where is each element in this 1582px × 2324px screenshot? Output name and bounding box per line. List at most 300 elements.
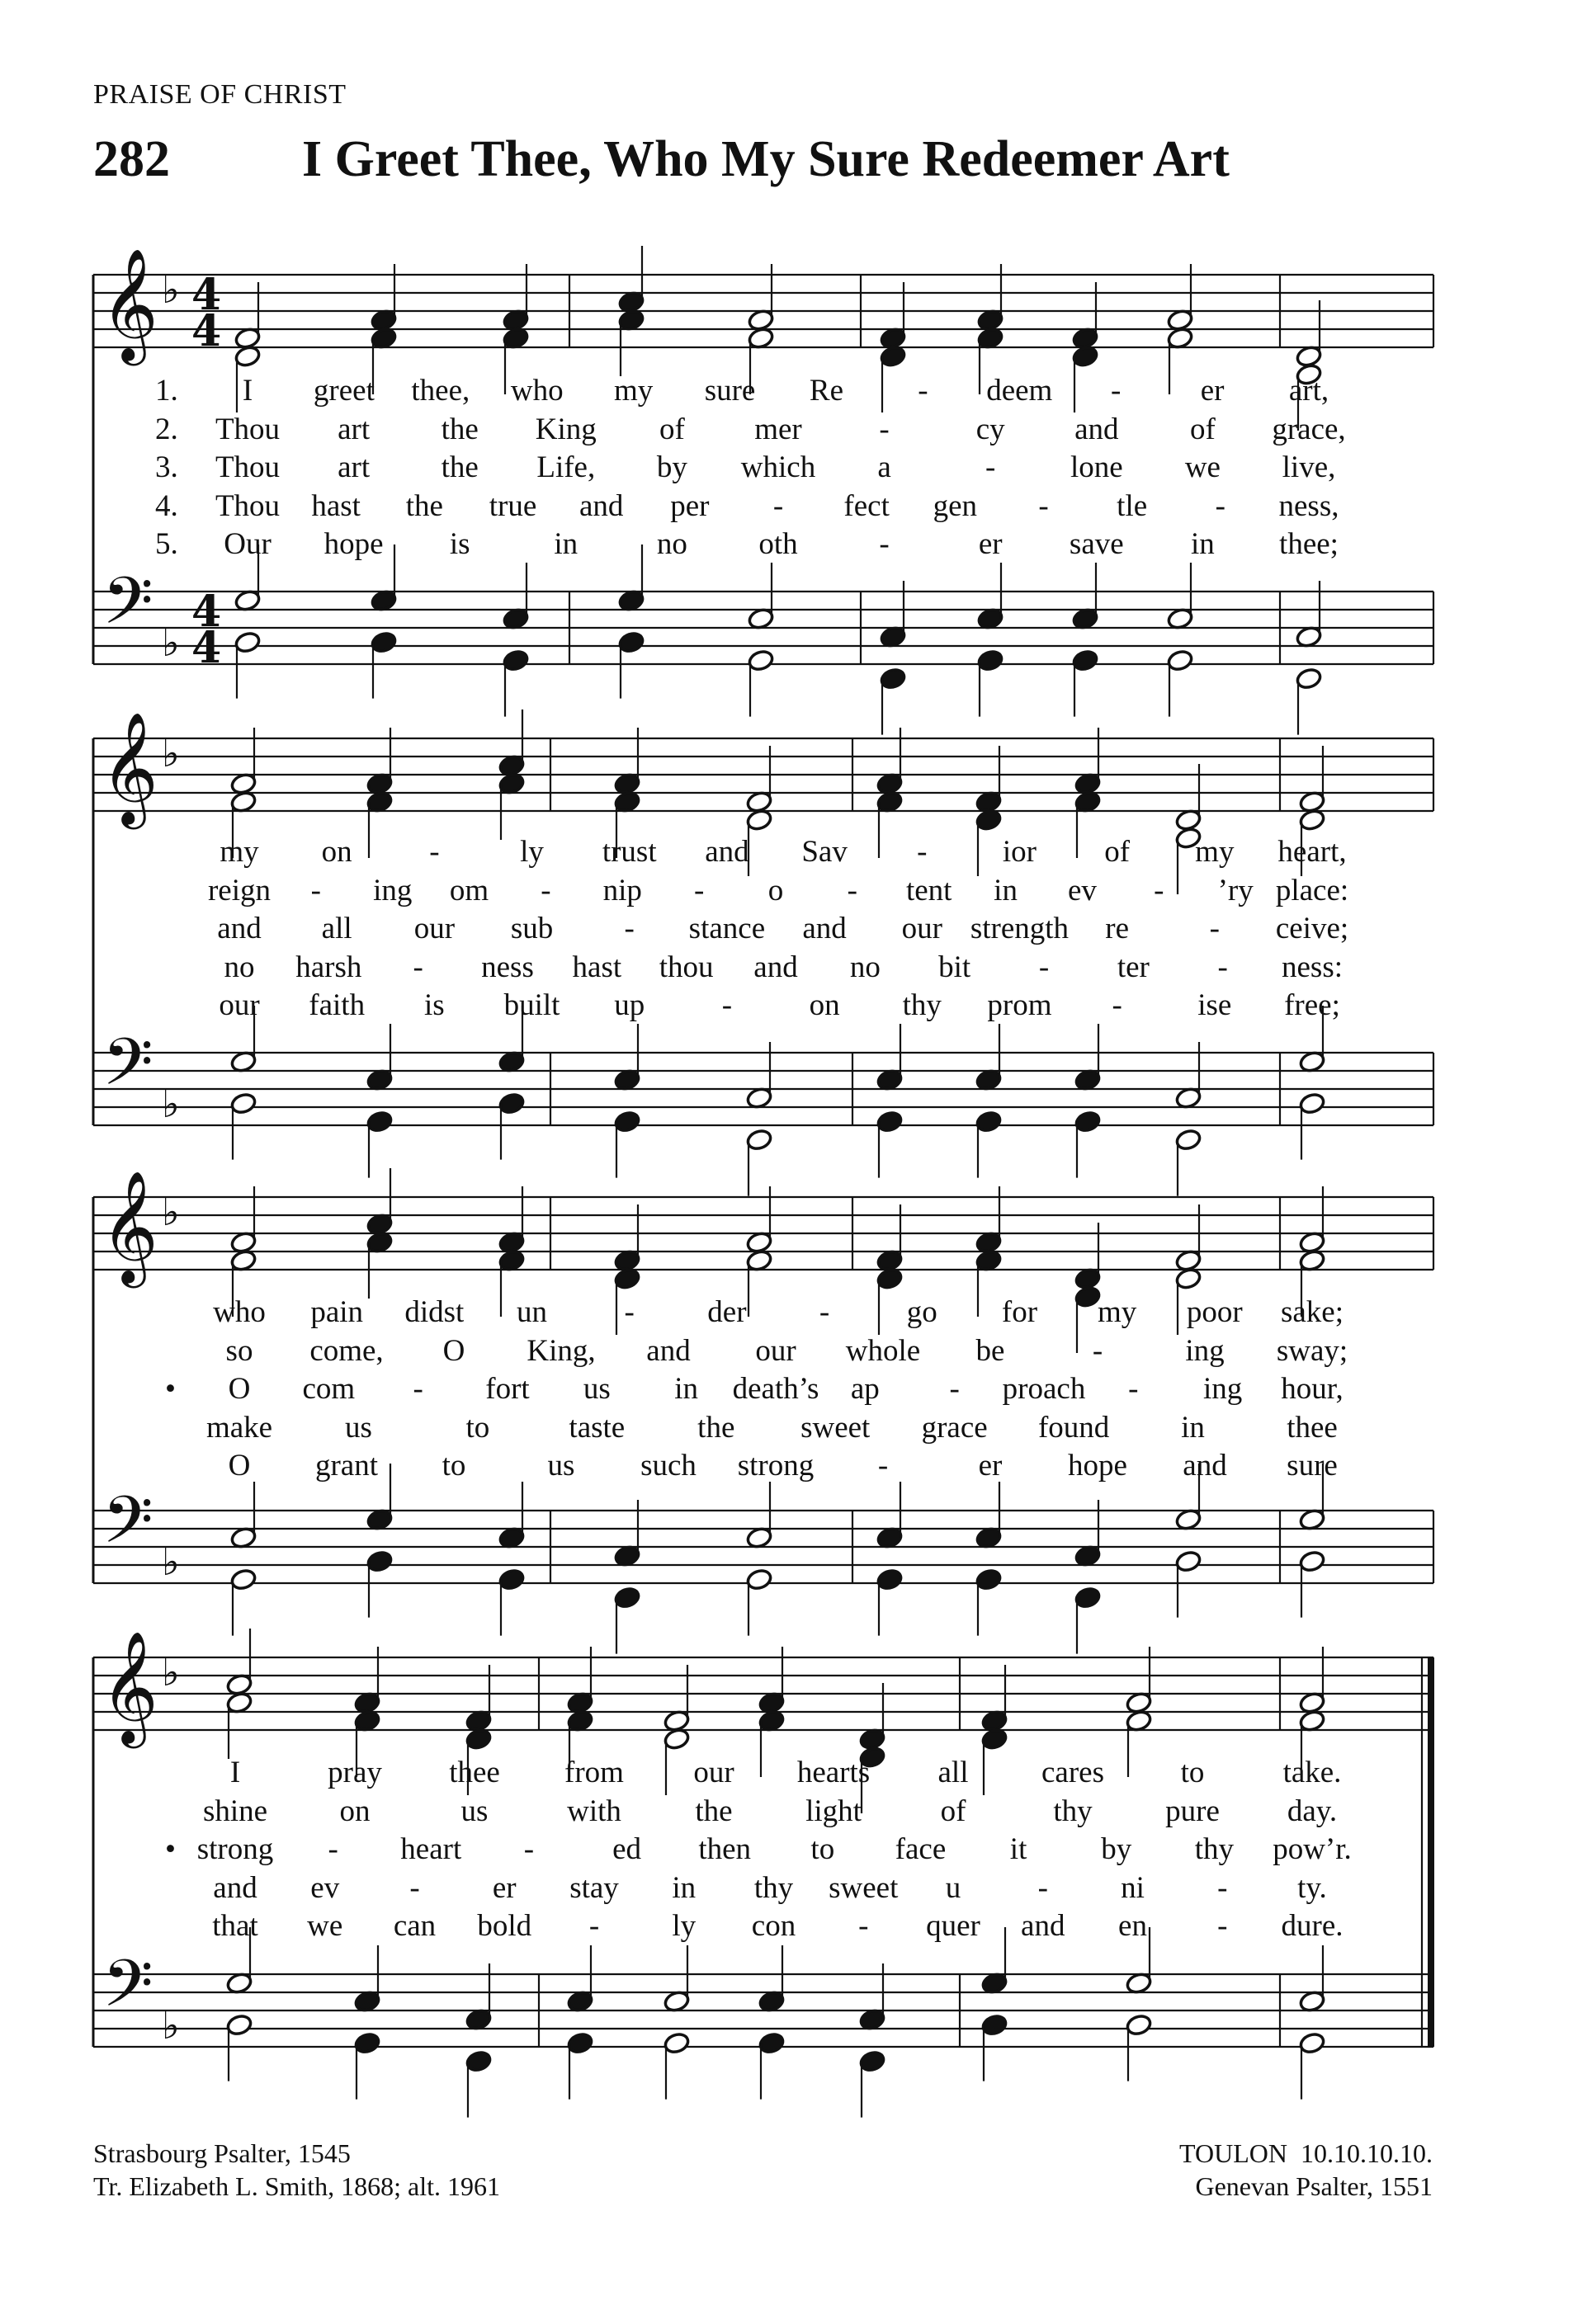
note-head [566, 2031, 593, 2054]
syllable-hyphen: - [624, 1295, 635, 1329]
lyric-syllable: my [220, 835, 259, 869]
lyric-syllable: and [578, 488, 624, 523]
lyric-syllable: the [405, 488, 443, 523]
lyric-syllable: day. [1287, 1794, 1338, 1828]
syllable-hyphen: - [588, 1909, 600, 1943]
lyric-syllable: art [338, 450, 371, 484]
lyric-syllable: reign [207, 873, 272, 907]
lyric-syllable: mer [754, 412, 802, 446]
lyric-syllable: it [1009, 1832, 1027, 1866]
lyric-syllable: then [698, 1832, 752, 1866]
lyric-syllable: taste [569, 1410, 626, 1445]
footer-right [1179, 2137, 1433, 2203]
note-head [1125, 2013, 1152, 2036]
lyric-syllable: ty. [1297, 1870, 1327, 1905]
note-head [366, 1110, 393, 1133]
lyric-syllable: per [670, 488, 710, 523]
lyric-syllable: thee [449, 1756, 500, 1789]
lyric-syllable: Thou [215, 488, 281, 523]
lyric-syllable: and [213, 1870, 257, 1905]
note-head [1298, 1549, 1325, 1572]
lyric-syllable: er [492, 1870, 517, 1905]
note-head [613, 1110, 640, 1133]
lyric-syllable: my [613, 374, 654, 408]
lyric-syllable: from [564, 1756, 624, 1789]
lyric-syllable: hast [311, 488, 361, 523]
lyric-syllable: the [441, 450, 479, 484]
lyric-syllable: a [877, 450, 891, 484]
lyric-syllable: u [945, 1870, 961, 1905]
lyric-syllable: thy [1053, 1794, 1093, 1828]
lyric-syllable: hearts [796, 1756, 871, 1789]
lyric-syllable: ni [1121, 1870, 1145, 1905]
lyric-syllable: sub [510, 912, 554, 945]
lyric-syllable: up [614, 988, 645, 1022]
note-head [370, 630, 397, 653]
lyric-syllable: strong [196, 1832, 274, 1866]
tune-meter: 10.10.10.10. [1301, 2138, 1433, 2168]
verse-dot-marker: • [165, 1372, 176, 1406]
lyric-syllable: poor [1186, 1295, 1243, 1329]
lyric-syllable: on [321, 835, 352, 869]
verse-dot-marker: • [165, 1832, 176, 1866]
lyric-syllable: sure [704, 374, 756, 408]
note-head [975, 1567, 1002, 1591]
lyric-syllable: cy [975, 412, 1005, 446]
tune-name: TOULON [1179, 2138, 1287, 2168]
lyric-syllable: quer [926, 1909, 980, 1943]
lyric-syllable: ly [672, 1909, 697, 1943]
syllable-hyphen: - [1038, 488, 1049, 523]
lyric-syllable: light [805, 1794, 862, 1828]
lyric-syllable: tle [1117, 488, 1148, 523]
treble-clef-icon: 𝄞 [101, 1169, 158, 1283]
lyric-syllable: to [465, 1410, 490, 1445]
lyric-syllable: our [413, 912, 456, 945]
lyric-syllable: Life, [536, 450, 596, 484]
lyric-syllable: heart, [1277, 835, 1347, 869]
lyric-syllable: hast [572, 950, 622, 984]
bass-clef-icon: 𝄢 [102, 1482, 153, 1574]
lyric-syllable: the [695, 1794, 733, 1828]
verse-number: 5. [155, 527, 178, 561]
lyric-syllable: in [674, 1372, 699, 1406]
treble-clef-icon: 𝄞 [101, 247, 158, 361]
syllable-hyphen: - [1209, 912, 1220, 945]
lyric-syllable: built [503, 988, 560, 1022]
lyric-syllable: death’s [732, 1372, 819, 1406]
lyric-syllable: grant [314, 1449, 379, 1483]
lyric-syllable: we [1184, 450, 1221, 484]
note-head [229, 1567, 257, 1591]
syllable-hyphen: - [858, 1909, 869, 1943]
note-head [617, 630, 645, 653]
lyric-syllable: of [1104, 835, 1131, 869]
lyric-syllable: er [978, 527, 1003, 561]
lyric-syllable: pow’r. [1273, 1832, 1352, 1866]
lyric-syllable: ness: [1282, 950, 1343, 984]
lyric-syllable: no [656, 527, 687, 561]
lyric-syllable: con [751, 1909, 796, 1943]
flat-key-icon: ♭ [162, 620, 180, 665]
note-head [1298, 2031, 1325, 2054]
lyric-syllable: that [212, 1909, 258, 1943]
text-source: Strasbourg Psalter, 1545 [93, 2138, 351, 2168]
lyric-syllable: for [1001, 1295, 1038, 1329]
lyric-syllable: ise [1197, 988, 1232, 1022]
lyric-syllable: and [753, 950, 798, 984]
lyric-syllable: our [693, 1756, 734, 1789]
lyric-syllable: ness, [1278, 488, 1339, 523]
lyric-syllable: en [1118, 1909, 1147, 1943]
lyric-syllable: by [656, 450, 687, 484]
lyric-syllable: grace [921, 1410, 988, 1445]
note-head [745, 1567, 772, 1591]
lyric-syllable: O [442, 1333, 465, 1368]
verse-number: 3. [155, 450, 178, 484]
treble-time-signature-lower: 4 [191, 306, 222, 356]
lyric-syllable: Thou [215, 450, 281, 484]
lyric-syllable: sweet [829, 1870, 899, 1905]
lyric-syllable: and [1183, 1449, 1227, 1483]
lyric-syllable: greet [313, 374, 375, 408]
note-head [980, 2013, 1008, 2036]
hymn-title: I Greet Thee, Who My Sure Redeemer Art [302, 131, 1230, 187]
lyric-syllable: come, [309, 1333, 384, 1368]
note-head [498, 1091, 525, 1115]
lyric-syllable: the [441, 412, 479, 446]
lyric-syllable: thy [1194, 1832, 1234, 1866]
syllable-hyphen: - [624, 912, 635, 945]
syllable-hyphen: - [877, 1449, 889, 1483]
verse-number: 1. [155, 374, 178, 408]
lyric-syllable: ing [1203, 1372, 1243, 1406]
lyric-syllable: faith [309, 988, 366, 1022]
verse-number: 4. [155, 488, 178, 523]
lyric-syllable: shine [202, 1794, 268, 1828]
lyric-syllable: heart [400, 1832, 462, 1866]
lyric-syllable: nip [602, 873, 642, 907]
flat-key-icon: ♭ [162, 1539, 180, 1584]
note-head [976, 648, 1004, 672]
lyric-syllable: and [217, 912, 262, 945]
syllable-hyphen: - [847, 873, 858, 907]
lyric-syllable: all [321, 912, 352, 945]
note-head [1074, 1586, 1101, 1609]
lyric-syllable: er [1200, 374, 1225, 408]
note-head [229, 1091, 257, 1115]
lyric-syllable: King [535, 412, 597, 446]
lyric-syllable: art [338, 412, 371, 446]
lyric-syllable: ing [373, 873, 413, 907]
syllable-hyphen: - [1111, 374, 1122, 408]
lyric-syllable: I [242, 374, 253, 408]
lyric-syllable: the [697, 1410, 735, 1445]
bass-time-signature-upper: 4 [191, 587, 222, 637]
note-head [234, 630, 261, 653]
lyric-syllable: ev [310, 1870, 340, 1905]
note-head [613, 1586, 640, 1609]
lyric-syllable: in [1181, 1410, 1205, 1445]
lyric-syllable: our [219, 988, 260, 1022]
lyric-syllable: be [975, 1333, 1005, 1368]
syllable-hyphen: - [879, 527, 890, 561]
translation-credit: Tr. Elizabeth L. Smith, 1868; alt. 1961 [93, 2171, 501, 2201]
lyric-syllable: take. [1282, 1756, 1342, 1789]
lyric-syllable: true [489, 488, 537, 523]
syllable-hyphen: - [1128, 1372, 1139, 1406]
note-head [1166, 648, 1193, 672]
lyric-syllable: art, [1288, 374, 1329, 408]
lyric-syllable: bold [477, 1909, 532, 1943]
note-head [353, 2031, 380, 2054]
bass-time-signature-lower: 4 [191, 623, 222, 673]
lyric-syllable: save [1069, 527, 1124, 561]
lyric-syllable: ness [481, 950, 534, 984]
note-head [745, 1128, 772, 1151]
treble-clef-icon: 𝄞 [101, 710, 158, 824]
lyric-syllable: strong [737, 1449, 815, 1483]
lyric-syllable: thou [659, 950, 714, 984]
lyric-syllable: which [740, 450, 816, 484]
syllable-hyphen: - [879, 412, 890, 446]
lyric-syllable: pray [328, 1756, 382, 1789]
lyric-syllable: all [937, 1756, 969, 1789]
syllable-hyphen: - [721, 988, 733, 1022]
note-head [876, 1567, 903, 1591]
lyric-syllable: and [705, 835, 749, 869]
lyric-syllable: our [901, 912, 942, 945]
tune-source: Genevan Psalter, 1551 [1195, 2171, 1433, 2201]
lyric-syllable: un [517, 1295, 548, 1329]
lyric-syllable: place: [1275, 873, 1349, 907]
lyric-syllable: go [906, 1295, 937, 1329]
syllable-hyphen: - [310, 873, 322, 907]
lyric-syllable: sake; [1280, 1295, 1344, 1329]
lyric-syllable: stay [569, 1870, 619, 1905]
lyric-syllable: can [393, 1909, 437, 1943]
note-head [225, 2013, 253, 2036]
lyric-syllable: us [344, 1410, 372, 1445]
lyric-syllable: ap [850, 1372, 880, 1406]
note-head [366, 1549, 393, 1572]
note-head [879, 667, 906, 690]
lyric-syllable: ceive; [1275, 912, 1349, 945]
lyric-syllable: didst [404, 1295, 465, 1329]
bass-clef-icon: 𝄢 [102, 563, 153, 655]
lyric-syllable: o [767, 873, 784, 907]
lyric-syllable: O [228, 1372, 251, 1406]
lyric-syllable: Re [809, 374, 844, 408]
syllable-hyphen: - [1154, 873, 1164, 907]
lyric-syllable: fect [843, 488, 890, 523]
bass-clef-icon: 𝄢 [102, 1024, 153, 1116]
lyric-syllable: grace, [1272, 412, 1346, 446]
lyric-syllable: of [1189, 412, 1216, 446]
syllable-hyphen: - [541, 873, 551, 907]
lyric-syllable: tent [905, 873, 952, 907]
lyric-syllable: and [802, 912, 847, 945]
lyric-syllable: in [994, 873, 1018, 907]
lyric-syllable: is [424, 988, 445, 1022]
syllable-hyphen: - [985, 450, 996, 484]
syllable-hyphen: - [429, 835, 440, 869]
lyric-syllable: hope [323, 527, 384, 561]
syllable-hyphen: - [328, 1832, 338, 1866]
lyric-syllable: hope [1068, 1449, 1127, 1483]
lyric-syllable: er [978, 1449, 1003, 1483]
lyric-syllable: stance [688, 912, 766, 945]
syllable-hyphen: - [1217, 1870, 1228, 1905]
lyric-syllable: whole [845, 1333, 921, 1368]
lyric-syllable: ior [1002, 835, 1037, 869]
lyric-syllable: ly [520, 835, 544, 869]
syllable-hyphen: - [1215, 488, 1225, 523]
lyric-syllable: fort [485, 1372, 530, 1406]
lyric-syllable: in [672, 1870, 697, 1905]
lyric-syllable: live, [1282, 450, 1336, 484]
lyric-syllable: ing [1185, 1333, 1225, 1368]
syllable-hyphen: - [409, 1870, 420, 1905]
hymn-number: 282 [93, 131, 170, 187]
lyric-syllable: with [567, 1794, 621, 1828]
lyric-syllable: and [1074, 412, 1119, 446]
lyric-syllable: and [646, 1333, 691, 1368]
note-head [1298, 1091, 1325, 1115]
note-head [747, 648, 774, 672]
lyric-syllable: to [1180, 1756, 1205, 1789]
syllable-hyphen: - [1217, 950, 1228, 984]
note-head [502, 648, 529, 672]
syllable-hyphen: - [819, 1295, 830, 1329]
note-head [1071, 648, 1098, 672]
lyric-syllable: so [225, 1333, 253, 1368]
lyric-syllable: ev [1067, 873, 1097, 907]
lyric-syllable: and [1021, 1909, 1065, 1943]
note-head [498, 1567, 525, 1591]
lyric-syllable: sweet [800, 1410, 871, 1445]
lyric-syllable: of [940, 1794, 966, 1828]
flat-key-icon: ♭ [162, 2003, 180, 2048]
lyric-syllable: is [449, 527, 470, 561]
lyric-syllable: pain [310, 1295, 364, 1329]
flat-key-icon: ♭ [162, 1650, 180, 1695]
system-3 [93, 1168, 1433, 1654]
note-head [876, 1110, 903, 1133]
lyric-syllable: der [707, 1295, 747, 1329]
lyric-syllable: on [339, 1794, 371, 1828]
lyric-syllable: in [1191, 527, 1215, 561]
lyric-syllable: my [1195, 835, 1235, 869]
lyric-syllable: ter [1117, 950, 1150, 984]
lyric-syllable: us [460, 1794, 489, 1828]
lyric-syllable: Thou [215, 412, 281, 446]
lyric-syllable: in [554, 527, 578, 561]
lyric-syllable: no [849, 950, 881, 984]
lyric-syllable: thy [902, 988, 942, 1022]
lyric-syllable: my [1097, 1295, 1137, 1329]
lyric-syllable: Sav [801, 835, 848, 869]
note-head [465, 2049, 492, 2072]
lyric-syllable: no [224, 950, 255, 984]
lyric-syllable: thee, [411, 374, 470, 408]
footer-left [93, 2137, 500, 2203]
lyric-syllable: trust [602, 835, 657, 869]
lyric-syllable: on [809, 988, 840, 1022]
treble-time-signature-upper: 4 [191, 270, 222, 320]
verse-number: 2. [155, 412, 178, 446]
lyric-syllable: deem [986, 374, 1053, 408]
syllable-hyphen: - [918, 374, 928, 408]
lyric-syllable: we [307, 1909, 343, 1943]
lyric-syllable: com [302, 1372, 356, 1406]
lyric-syllable: sway; [1276, 1333, 1348, 1368]
lyric-syllable: to [810, 1832, 835, 1866]
syllable-hyphen: - [1037, 1870, 1048, 1905]
lyric-syllable: make [205, 1410, 273, 1445]
note-head [1074, 1110, 1101, 1133]
syllable-hyphen: - [693, 873, 705, 907]
lyric-syllable: dure. [1281, 1909, 1344, 1943]
section-heading: PRAISE OF CHRIST [93, 79, 347, 110]
lyric-syllable: face [895, 1832, 947, 1866]
lyric-syllable: found [1037, 1410, 1110, 1445]
lyric-syllable: pure [1165, 1794, 1220, 1828]
lyric-syllable: prom [987, 988, 1052, 1022]
syllable-hyphen: - [523, 1832, 535, 1866]
lyric-syllable: strength [970, 912, 1070, 945]
lyric-syllable: hour, [1281, 1372, 1344, 1406]
lyric-syllable: to [442, 1449, 466, 1483]
lyric-syllable: thy [753, 1870, 794, 1905]
lyric-syllable: us [547, 1449, 575, 1483]
syllable-hyphen: - [1092, 1333, 1103, 1368]
lyric-syllable: by [1101, 1832, 1132, 1866]
lyric-syllable: free; [1284, 988, 1340, 1022]
flat-key-icon: ♭ [162, 267, 180, 312]
lyric-syllable: ’ry [1217, 873, 1254, 907]
lyric-syllable: thee; [1279, 527, 1339, 561]
lyric-syllable: harsh [295, 950, 362, 984]
lyric-syllable: gen [933, 488, 978, 523]
lyric-syllable: who [510, 374, 564, 408]
lyric-syllable: of [659, 412, 685, 446]
syllable-hyphen: - [772, 488, 784, 523]
flat-key-icon: ♭ [162, 1082, 180, 1126]
lyric-syllable: cares [1041, 1756, 1104, 1789]
lyric-syllable: bit [938, 950, 971, 984]
lyric-syllable: re [1105, 912, 1129, 945]
syllable-hyphen: - [413, 950, 423, 984]
tune-line [1179, 2137, 1433, 2170]
note-head [1295, 667, 1322, 690]
lyric-syllable: om [449, 873, 489, 907]
lyric-syllable: King, [527, 1333, 596, 1368]
syllable-hyphen: - [1217, 1909, 1228, 1943]
lyric-syllable: I [229, 1756, 241, 1789]
note-head [663, 2031, 690, 2054]
note-head [1174, 1128, 1202, 1151]
lyric-syllable: Our [224, 527, 272, 561]
lyric-syllable: O [228, 1449, 251, 1483]
flat-key-icon: ♭ [162, 731, 180, 775]
note-head [975, 1110, 1002, 1133]
note-head [1174, 1549, 1202, 1572]
syllable-hyphen: - [1112, 988, 1122, 1022]
lyric-syllable: thee [1287, 1410, 1338, 1445]
syllable-hyphen: - [1038, 950, 1050, 984]
syllable-hyphen: - [413, 1372, 423, 1406]
